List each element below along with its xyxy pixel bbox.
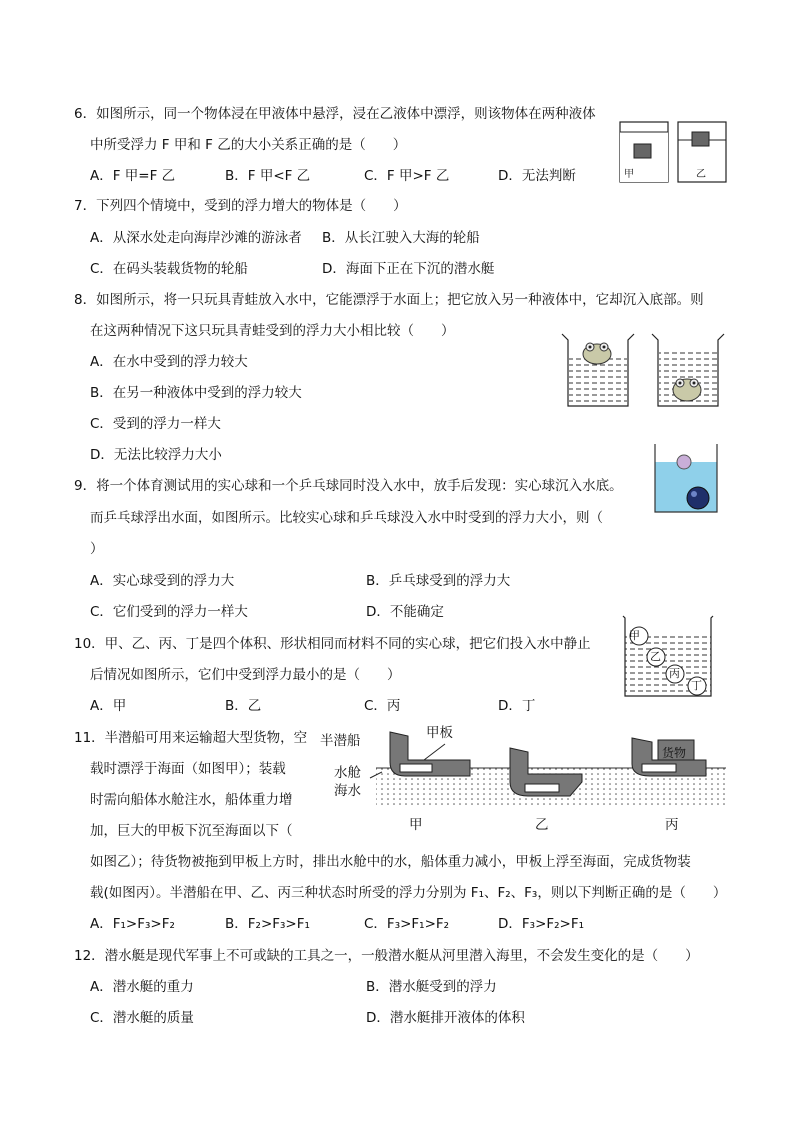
q8-stem-line2: 在这两种情况下这只玩具青蛙受到的浮力大小相比较（ ） bbox=[90, 323, 455, 339]
q6-option-d[interactable]: D．无法判断 bbox=[498, 168, 576, 184]
q8-option-d[interactable]: D．无法比较浮力大小 bbox=[90, 447, 222, 463]
q11-stem-line4: 加，巨大的甲板下沉至海面以下（ bbox=[90, 823, 293, 839]
q10-option-b[interactable]: B．乙 bbox=[225, 698, 262, 714]
q7-stem: 7．下列四个情境中，受到的浮力增大的物体是（ ） bbox=[74, 198, 407, 214]
q6-fig-label-yi: 乙 bbox=[696, 169, 706, 180]
q9-option-b[interactable]: B．乒乓球受到的浮力大 bbox=[366, 573, 511, 589]
q8-option-a[interactable]: A．在水中受到的浮力较大 bbox=[90, 354, 248, 370]
q11-fig-tank-label: 水舱 bbox=[334, 765, 361, 781]
q10-ball-bing: 丙 bbox=[669, 667, 680, 680]
q11-option-c[interactable]: C．F₃>F₁>F₂ bbox=[364, 916, 450, 932]
q10-ball-yi: 乙 bbox=[650, 650, 661, 663]
q8-option-b[interactable]: B．在另一种液体中受到的浮力较大 bbox=[90, 385, 302, 401]
q11-stem-line1: 11．半潜船可用来运输超大型货物，空 bbox=[74, 730, 308, 746]
q10-ball-jia: 甲 bbox=[629, 629, 640, 642]
q11-stem-line6: 载(如图丙）。半潜船在甲、乙、丙三种状态时所受的浮力分别为 F₁、F₂、F₃，则以下判断正确的是（ ） bbox=[90, 885, 727, 901]
q12-option-c[interactable]: C．潜水艇的质量 bbox=[90, 1010, 194, 1026]
q9-stem-line3: ） bbox=[90, 541, 104, 557]
q6-option-a[interactable]: A．F 甲=F 乙 bbox=[90, 168, 176, 184]
q9-balls-figure bbox=[654, 444, 720, 514]
q11-option-d[interactable]: D．F₃>F₂>F₁ bbox=[498, 916, 585, 932]
q9-option-a[interactable]: A．实心球受到的浮力大 bbox=[90, 573, 235, 589]
q6-beakers-figure bbox=[618, 120, 728, 186]
q8-frog-beakers-figure bbox=[560, 332, 730, 412]
q7-option-b[interactable]: B．从长江驶入大海的轮船 bbox=[322, 230, 480, 246]
q12-option-b[interactable]: B．潜水艇受到的浮力 bbox=[366, 979, 497, 995]
q11-fig-ship-label: 半潜船 bbox=[320, 733, 361, 749]
q12-option-a[interactable]: A．潜水艇的重力 bbox=[90, 979, 194, 995]
q6-fig-label-jia: 甲 bbox=[624, 169, 634, 180]
q10-option-c[interactable]: C．丙 bbox=[364, 698, 401, 714]
q9-stem-line1: 9．将一个体育测试用的实心球和一个乒乓球同时没入水中，放手后发现：实心球沉入水底。 bbox=[74, 478, 623, 494]
q10-stem-line1: 10．甲、乙、丙、丁是四个体积、形状相同而材料不同的实心球，把它们投入水中静止 bbox=[74, 636, 591, 652]
q11-fig-label-bing: 丙 bbox=[665, 817, 679, 833]
q7-option-a[interactable]: A．从深水处走向海岸沙滩的游泳者 bbox=[90, 230, 302, 246]
q11-fig-label-yi: 乙 bbox=[535, 817, 549, 833]
q11-fig-sea-label: 海水 bbox=[334, 783, 361, 799]
q7-option-c[interactable]: C．在码头装载货物的轮船 bbox=[90, 261, 248, 277]
q10-ball-ding: 丁 bbox=[691, 679, 702, 692]
q11-stem-line2: 载时漂浮于海面（如图甲）；装载 bbox=[90, 761, 286, 777]
q6-stem-line2: 中所受浮力 F 甲和 F 乙的大小关系正确的是（ ） bbox=[90, 137, 407, 153]
q9-option-c[interactable]: C．它们受到的浮力一样大 bbox=[90, 604, 248, 620]
q11-stem-line5: 如图乙）；待货物被拖到甲板上方时，排出水舱中的水，船体重力减小，甲板上浮至海面，完成货物装 bbox=[90, 854, 691, 870]
q10-option-a[interactable]: A．甲 bbox=[90, 698, 127, 714]
q9-stem-line2: 而乒乓球浮出水面，如图所示。比较实心球和乒乓球没入水中时受到的浮力大小，则（ bbox=[90, 510, 603, 526]
q11-option-a[interactable]: A．F₁>F₃>F₂ bbox=[90, 916, 175, 932]
q6-option-c[interactable]: C．F 甲>F 乙 bbox=[364, 168, 450, 184]
q11-stem-line3: 时需向船体水舱注水，船体重力增 bbox=[90, 792, 293, 808]
q12-option-d[interactable]: D．潜水艇排开液体的体积 bbox=[366, 1010, 525, 1026]
q11-fig-deck-label: 甲板 bbox=[426, 725, 453, 741]
q6-option-b[interactable]: B．F 甲<F 乙 bbox=[225, 168, 311, 184]
q11-fig-label-jia: 甲 bbox=[409, 817, 423, 833]
q10-option-d[interactable]: D．丁 bbox=[498, 698, 536, 714]
q11-semi-submersible-figure bbox=[320, 722, 730, 830]
q6-stem-line1: 6．如图所示，同一个物体浸在甲液体中悬浮，浸在乙液体中漂浮，则该物体在两种液体 bbox=[74, 106, 596, 122]
q12-stem: 12．潜水艇是现代军事上不可或缺的工具之一，一般潜水艇从河里潜入海里，不会发生变化的是（ ） bbox=[74, 948, 699, 964]
q9-option-d[interactable]: D．不能确定 bbox=[366, 604, 444, 620]
q11-fig-cargo-label: 货物 bbox=[662, 746, 687, 760]
q10-stem-line2: 后情况如图所示，它们中受到浮力最小的是（ ） bbox=[90, 667, 401, 683]
q7-option-d[interactable]: D．海面下正在下沉的潜水艇 bbox=[322, 261, 495, 277]
q8-option-c[interactable]: C．受到的浮力一样大 bbox=[90, 416, 221, 432]
q8-stem-line1: 8．如图所示，将一只玩具青蛙放入水中，它能漂浮于水面上；把它放入另一种液体中，它却沉入底部。则 bbox=[74, 292, 704, 308]
q11-option-b[interactable]: B．F₂>F₃>F₁ bbox=[225, 916, 310, 932]
